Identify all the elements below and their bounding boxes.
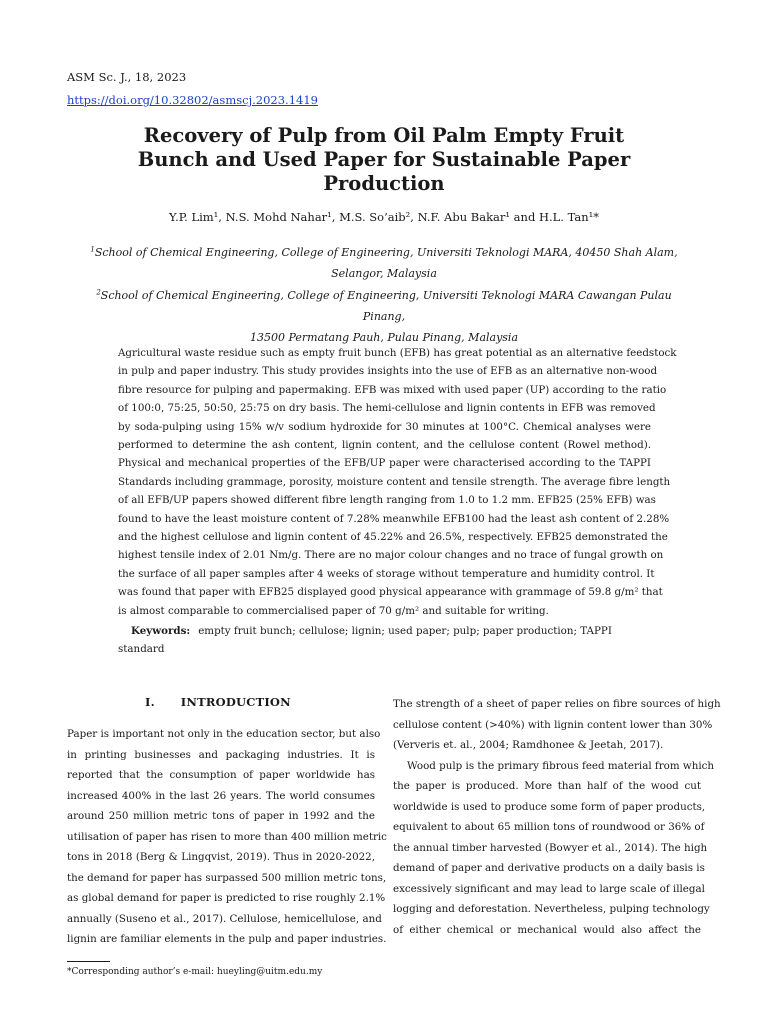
affiliation-2 bbox=[80, 285, 688, 348]
body-line: reported that the consumption of paper worldwide has bbox=[67, 769, 375, 781]
keywords-text: empty fruit bunch; cellulose; lignin; used paper; pulp; paper production; TAPPI bbox=[198, 625, 612, 637]
section-heading bbox=[145, 695, 291, 709]
abstract-line: by soda-pulping using 15% w/v sodium hydroxide for 30 minutes at 100°C. Chemical analyses were bbox=[118, 420, 651, 433]
affiliation-marker: 2 bbox=[96, 288, 101, 297]
affiliation-text: Selangor, Malaysia bbox=[331, 267, 437, 280]
body-line: equivalent to about 65 million tons of roundwood or 36% of bbox=[393, 821, 705, 833]
body-line: as global demand for paper is predicted to rise roughly 2.1% bbox=[67, 892, 386, 904]
body-line: the paper is produced. More than half of the wood cut bbox=[393, 780, 701, 792]
abstract-line: the surface of all paper samples after 4 weeks of storage without temperature and humidity control. It bbox=[118, 567, 655, 580]
author-list: Y.P. Lim¹, N.S. Mohd Nahar¹, M.S. So’aib², N.F. Abu Bakar¹ and H.L. Tan¹* bbox=[168, 210, 599, 224]
journal-citation: ASM Sc. J., 18, 2023 bbox=[67, 70, 187, 84]
abstract-line: Physical and mechanical properties of the EFB/UP paper were characterised according to the TAPPI bbox=[118, 457, 651, 470]
abstract-line: is almost comparable to commercialised paper of 70 g/m² and suitable for writing. bbox=[118, 604, 549, 617]
abstract-line: highest tensile index of 2.01 Nm/g. There are no major colour changes and no trace of fungal growth on bbox=[118, 549, 664, 562]
abstract-line: of all EFB/UP papers showed different fibre length ranging from 1.0 to 1.2 mm. EFB25 (25% EFB) was bbox=[118, 494, 656, 507]
body-line: cellulose content (>40%) with lignin content lower than 30% bbox=[393, 718, 713, 731]
abstract-line: performed to determine the ash content, lignin content, and the cellulose content (Rowel method). bbox=[118, 439, 651, 452]
body-line: in printing businesses and packaging industries. It is bbox=[67, 748, 375, 761]
affiliation-1 bbox=[80, 242, 688, 284]
paper-title bbox=[90, 124, 678, 196]
right-column bbox=[393, 694, 721, 940]
keywords-text: standard bbox=[118, 643, 165, 656]
abstract-line: found to have the least moisture content of 7.28% meanwhile EFB100 had the least ash content of 2.28% bbox=[118, 512, 670, 525]
title-line: Recovery of Pulp from Oil Palm Empty Fruit bbox=[143, 124, 625, 147]
body-line: annually (Suseno et al., 2017). Cellulose, hemicellulose, and bbox=[67, 912, 382, 925]
footnote-divider bbox=[67, 961, 110, 962]
affiliation-text: School of Chemical Engineering, College of Engineering, Universiti Teknologi MARA Cawangan Pulau Pinang, bbox=[100, 289, 672, 323]
body-line: worldwide is used to produce some form of paper products, bbox=[393, 800, 706, 813]
body-line: Paper is important not only in the education sector, but also bbox=[67, 728, 381, 740]
left-column bbox=[67, 724, 387, 950]
keywords-label: Keywords: bbox=[131, 625, 191, 637]
title-line: Bunch and Used Paper for Sustainable Paper bbox=[137, 148, 631, 171]
body-line: Wood pulp is the primary fibrous feed material from which bbox=[407, 759, 715, 772]
doi-link[interactable]: https://doi.org/10.32802/asmscj.2023.1419 bbox=[67, 93, 318, 107]
abstract-line: and the highest cellulose and lignin content of 45.22% and 26.5%, respectively. EFB25 demonstrated the bbox=[118, 531, 668, 544]
keywords bbox=[118, 622, 651, 659]
body-line: logging and deforestation. Nevertheless, pulping technology bbox=[393, 903, 710, 915]
section-number: I. bbox=[145, 695, 155, 709]
abstract-line: Standards including grammage, porosity, moisture content and tensile strength. The average fibre length bbox=[118, 475, 671, 488]
affiliation-marker: 1 bbox=[90, 245, 95, 254]
affiliation-text: 13500 Permatang Pauh, Pulau Pinang, Malaysia bbox=[249, 331, 519, 344]
abstract-line: in pulp and paper industry. This study provides insights into the use of EFB as an alternative non-wood bbox=[118, 365, 658, 378]
body-line: demand of paper and derivative products on a daily basis is bbox=[393, 862, 705, 874]
body-line: of either chemical or mechanical would also affect the bbox=[393, 923, 701, 936]
title-line: Production bbox=[323, 172, 445, 195]
body-line: the annual timber harvested (Bowyer et al., 2014). The high bbox=[393, 841, 708, 854]
abstract bbox=[118, 344, 677, 620]
abstract-line: Agricultural waste residue such as empty fruit bunch (EFB) has great potential as an alternative feedstock bbox=[118, 347, 677, 359]
affiliation-text: School of Chemical Engineering, College of Engineering, Universiti Teknologi MARA, 40450 Shah Alam, bbox=[94, 246, 678, 259]
body-line: increased 400% in the last 26 years. The world consumes bbox=[67, 789, 375, 802]
abstract-line: fibre resource for pulping and papermaking. EFB was mixed with used paper (UP) according to the ratio bbox=[118, 383, 667, 396]
body-line: tons in 2018 (Berg & Lingqvist, 2019). Thus in 2020-2022, bbox=[67, 851, 375, 863]
body-line: The strength of a sheet of paper relies on fibre sources of high bbox=[393, 698, 721, 710]
body-line: around 250 million metric tons of paper in 1992 and the bbox=[67, 810, 375, 822]
body-line: lignin are familiar elements in the pulp and paper industries. bbox=[67, 933, 387, 945]
abstract-line: was found that paper with EFB25 displayed good physical appearance with grammage of 59.8 g/m² that bbox=[118, 586, 663, 599]
body-line: (Ververis et. al., 2004; Ramdhonee & Jeetah, 2017). bbox=[393, 739, 664, 751]
body-line: utilisation of paper has risen to more than 400 million metric bbox=[67, 830, 387, 843]
abstract-line: of 100:0, 75:25, 50:50, 25:75 on dry basis. The hemi-cellulose and lignin contents in EFB was removed bbox=[118, 402, 656, 415]
corresponding-author-footnote: *Corresponding author’s e-mail: hueyling@uitm.edu.my bbox=[67, 967, 323, 977]
body-line: excessively significant and may lead to large scale of illegal bbox=[393, 882, 705, 895]
section-title: INTRODUCTION bbox=[180, 695, 291, 709]
body-line: the demand for paper has surpassed 500 million metric tons, bbox=[67, 871, 387, 884]
